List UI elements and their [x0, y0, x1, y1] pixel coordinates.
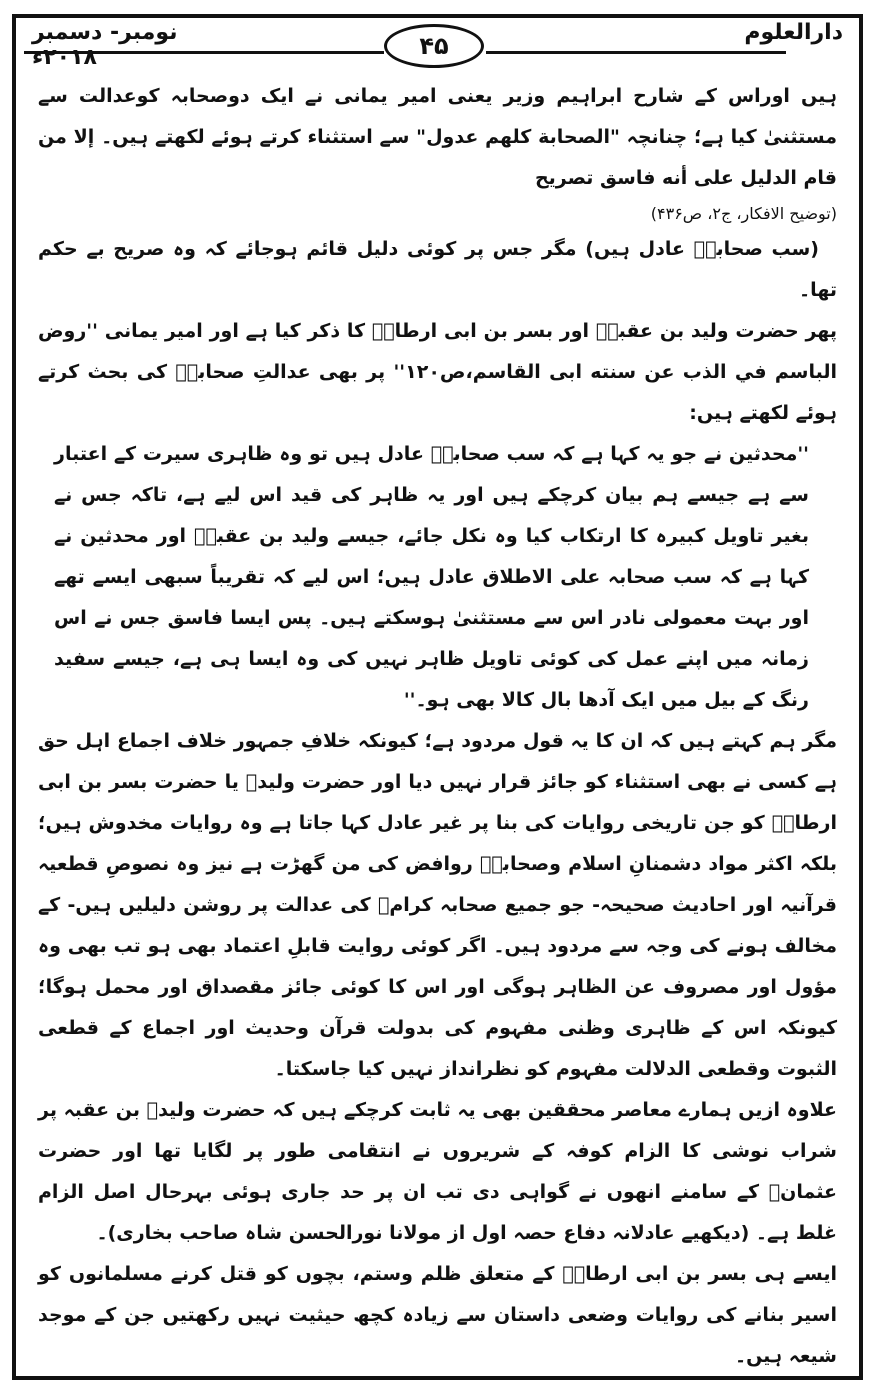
paragraph-6: ایسے ہی بسر بن ابی ارطاۃؓ کے متعلق ظلم وستم، بچوں کو قتل کرنے مسلمانوں کو اسیر بنانے کی روایات وضعی داستان سے زیادہ کچھ حیثیت نہیں رکھتیں جن کے موجد شیعہ ہیں۔ [38, 1263, 837, 1367]
issue-date: نومبر- دسمبر ۲۰۱۸ء [32, 20, 178, 70]
page-header [16, 18, 859, 78]
journal-title: دارالعلوم [744, 20, 843, 45]
paragraph-5: علاوہ ازیں ہمارے معاصر محققین بھی یہ ثابت کرچکے ہیں کہ حضرت ولیدؓ بن عقبہ پر شراب نوشی کا الزام کوفہ کے شریروں نے انتقامی طور پر لگایا تھا اور حضرت عثمانؓ کے سامنے انھوں نے گواہی دی تب ان پر حد جاری ہوئی بہرحال اصل الزام غلط ہے۔ (دیکھیے عادلانہ دفاع حصہ اول از مولانا نورالحسن شاہ صاحب بخاری)۔ [38, 1099, 837, 1244]
citation-1: (توضیح الافکار، ج۲، ص۴۳۶) [650, 204, 837, 223]
page-number: ۴۵ [384, 24, 484, 68]
paragraph-2: (سب صحابہؓ عادل ہیں) مگر جس پر کوئی دلیل قائم ہوجائے کہ وہ صریح بے حکم تھا۔ [38, 238, 837, 301]
article-body [38, 76, 837, 1377]
block-quote: ''محدثین نے جو یہ کہا ہے کہ سب صحابہؓ عادل ہیں تو وہ ظاہری سیرت کے اعتبار سے ہے جیسے ہم بیان کرچکے ہیں اور یہ ظاہر کی قید اس لیے ہے، تاکہ جس نے بغیر تاویل کبیرہ کا ارتکاب کیا وہ نکل جائے، جیسے ولید بن عقبہؓ اور محدثین نے کہا ہے کہ سب صحابہ علی الاطلاق عادل ہیں؛ اس لیے کہ تقریباً سبھی ایسے تھے اور بہت معمولی نادر اس سے مستثنیٰ ہوسکتے ہیں۔ پس ایسا فاسق جس نے اس زمانہ میں اپنے عمل کی کوئی تاویل ظاہر نہیں کی وہ ایسا ہی ہے، جیسے سفید رنگ کے بیل میں ایک آدھا بال کالا بھی ہو۔'' [54, 443, 809, 711]
paragraph-3: پھر حضرت ولید بن عقبہؓ اور بسر بن ابی ارطاۃؓ کا ذکر کیا ہے اور امیر یمانی ''روض الباسم في الذب عن سنته ابی القاسم،ص۱۲۰'' پر بھی عدالتِ صحابہؓ کی بحث کرتے ہوئے لکھتے ہیں: [38, 320, 837, 424]
paragraph-4: مگر ہم کہتے ہیں کہ ان کا یہ قول مردود ہے؛ کیونکہ خلافِ جمہور خلاف اجماع اہل حق ہے کسی نے بھی استثناء کو جائز قرار نہیں دیا اور حضرت ولیدؓ یا حضرت بسر بن ابی ارطاۃؓ کو جن تاریخی روایات کی بنا پر غیر عادل کہا جاتا ہے وہ روایات مخدوش ہیں؛ بلکہ اکثر مواد دشمنانِ اسلام وصحابہؓ روافض کی من گھڑت ہے نیز وہ نصوصِ قطعیہ قرآنیہ اور احادیث صحیحہ- جو جمیع صحابہ کرامؓ کی عدالت پر روشن دلیلیں ہیں- کے مخالف ہونے کی وجہ سے مردود ہیں۔ اگر کوئی روایت قابلِ اعتماد بھی ہو تب بھی وہ مؤول اور مصروف عن الظاہر ہوگی اور اس کا کوئی جائز مقصداق اور محمل ہوگا؛ کیونکہ اس کے ظاہری وظنی مفہوم کی بدولت قرآن وحدیث اور اجماع کے قطعی الثبوت وقطعی الدلالت مفہوم کو نظرانداز نہیں کیا جاسکتا۔ [38, 730, 837, 1080]
paragraph-1: ہیں اوراس کے شارح ابراہیم وزیر یعنی امیر یمانی نے ایک دوصحابہ کوعدالت سے مستثنیٰ کیا ہے؛ چنانچہ "الصحابة كلهم عدول" سے استثناء کرتے ہوئے لکھتے ہیں۔ إلا من قام الدليل على أنه فاسق تصريح [38, 85, 838, 189]
header-rule-right [486, 51, 786, 54]
page-frame [12, 14, 863, 1380]
